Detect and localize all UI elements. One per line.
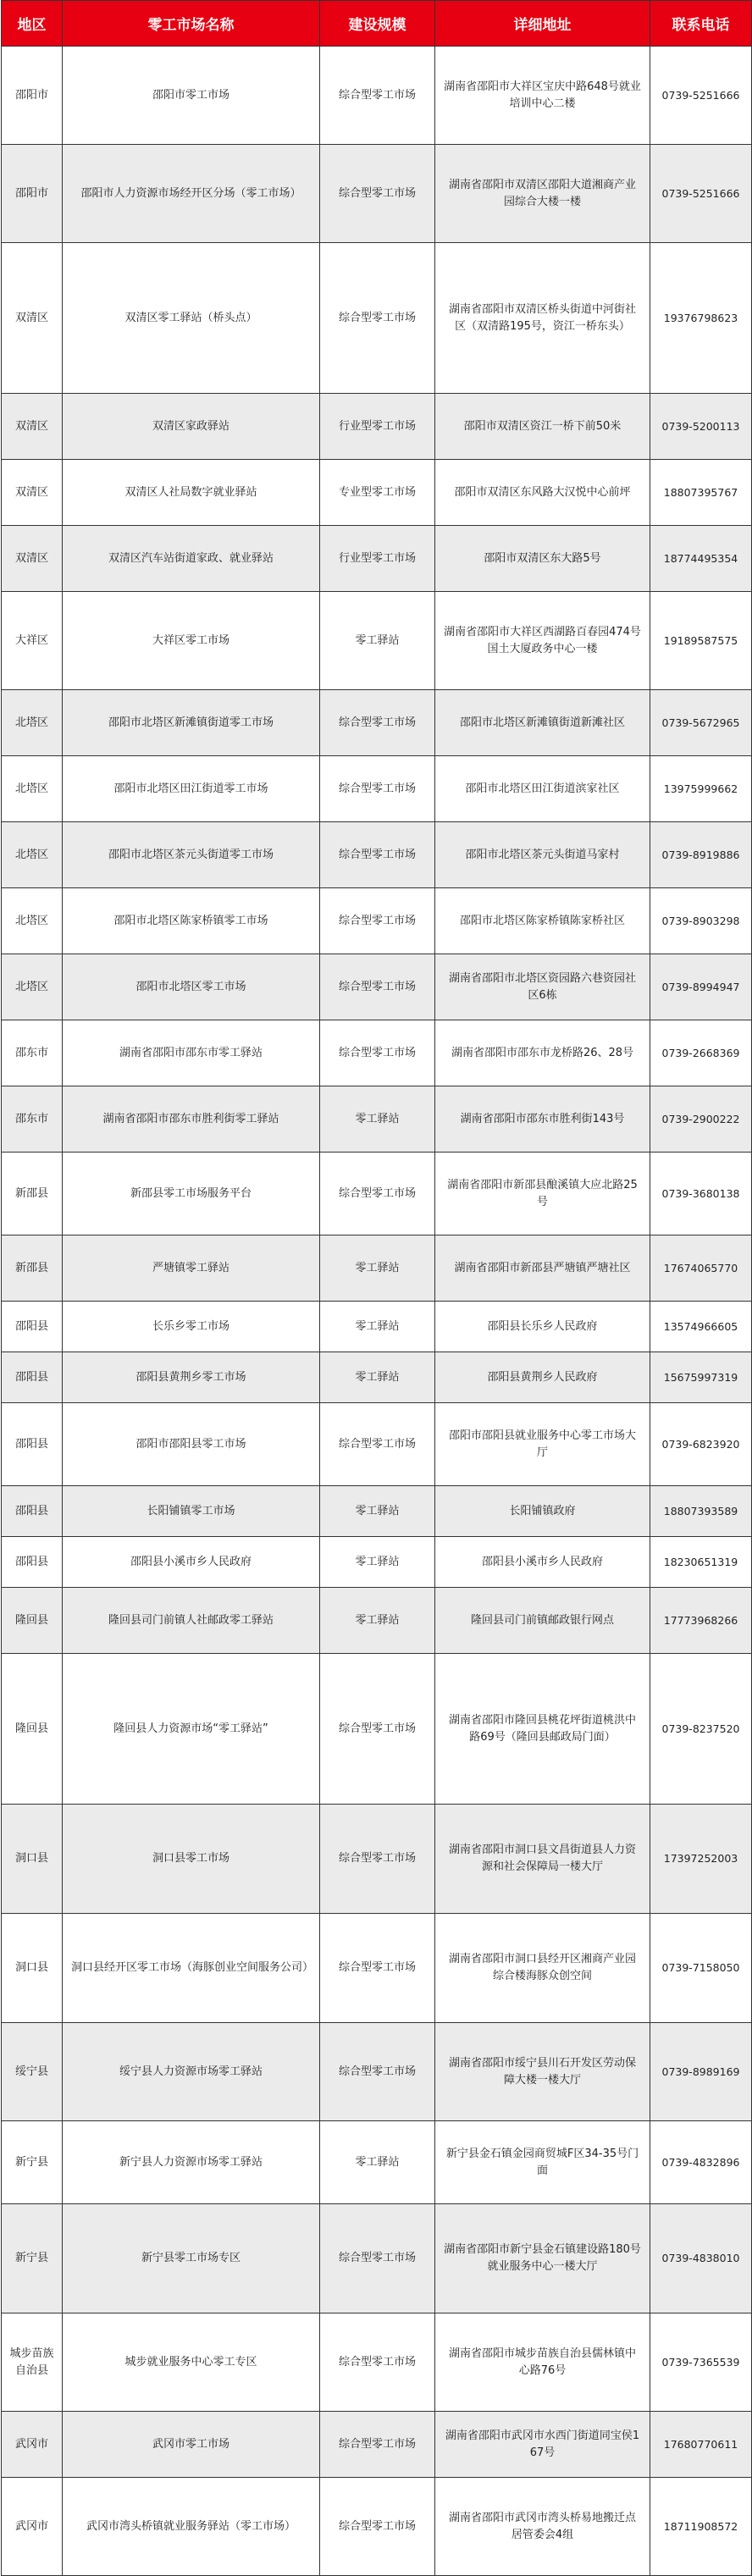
scale-cell: 综合型零工市场	[320, 2204, 435, 2313]
scale-cell: 零工驿站	[320, 1235, 435, 1302]
market-name-cell: 邵阳市零工市场	[63, 47, 320, 145]
region-cell: 绥宁县	[2, 2023, 63, 2121]
phone-cell: 0739-5200113	[650, 394, 752, 460]
region-cell: 大祥区	[2, 592, 63, 690]
region-cell: 新邵县	[2, 1153, 63, 1235]
table-row	[2, 2313, 752, 2412]
address-cell: 湖南省邵阳市洞口县经开区湘商产业园综合楼海豚众创空间	[435, 1914, 650, 2023]
address-cell: 邵阳县黄荆乡人民政府	[435, 1352, 650, 1403]
market-name-cell: 邵阳县小溪市乡人民政府	[63, 1537, 320, 1588]
market-name-cell: 双清区汽车站街道家政、就业驿站	[63, 526, 320, 592]
scale-cell: 综合型零工市场	[320, 243, 435, 394]
header-region: 地区	[2, 1, 63, 47]
phone-cell: 17397252003	[650, 1805, 752, 1914]
address-cell: 湖南省邵阳市新邵县酿溪镇大应北路25号	[435, 1153, 650, 1235]
phone-cell: 0739-8989169	[650, 2023, 752, 2121]
scale-cell: 综合型零工市场	[320, 1153, 435, 1235]
region-cell: 新宁县	[2, 2204, 63, 2313]
address-cell: 邵阳市双清区东大路5号	[435, 526, 650, 592]
table-row	[2, 690, 752, 756]
region-cell: 邵阳县	[2, 1537, 63, 1588]
market-name-cell: 邵阳县黄荆乡零工市场	[63, 1352, 320, 1403]
region-cell: 新宁县	[2, 2121, 63, 2204]
address-cell: 邵阳市双清区资江一桥下前50米	[435, 394, 650, 460]
table-row	[2, 2478, 752, 2576]
market-name-cell: 隆回县司门前镇人社邮政零工驿站	[63, 1588, 320, 1654]
region-cell: 邵阳县	[2, 1302, 63, 1352]
scale-cell: 综合型零工市场	[320, 1805, 435, 1914]
table-row	[2, 1403, 752, 1486]
address-cell: 新宁县金石镇金园商贸城F区34-35号门面	[435, 2121, 650, 2204]
address-cell: 湖南省邵阳市武冈市水西门街道同宝侯167号	[435, 2412, 650, 2478]
market-name-cell: 洞口县经开区零工市场（海豚创业空间服务公司）	[63, 1914, 320, 2023]
scale-cell: 零工驿站	[320, 1302, 435, 1352]
region-cell: 双清区	[2, 460, 63, 526]
address-cell: 湖南省邵阳市城步苗族自治县儒林镇中心路76号	[435, 2313, 650, 2412]
phone-cell: 0739-2668369	[650, 1020, 752, 1086]
scale-cell: 零工驿站	[320, 1352, 435, 1403]
table-row	[2, 822, 752, 888]
table-row	[2, 888, 752, 954]
phone-cell: 13975999662	[650, 756, 752, 822]
table-row	[2, 592, 752, 690]
phone-cell: 0739-5251666	[650, 47, 752, 145]
scale-cell: 综合型零工市场	[320, 1914, 435, 2023]
scale-cell: 综合型零工市场	[320, 1654, 435, 1805]
market-name-cell: 邵阳市北塔区新滩镇街道零工市场	[63, 690, 320, 756]
table-row	[2, 1654, 752, 1805]
market-name-cell: 邵阳市北塔区零工市场	[63, 954, 320, 1020]
phone-cell: 0739-8903298	[650, 888, 752, 954]
address-cell: 邵阳县长乐乡人民政府	[435, 1302, 650, 1352]
table-row	[2, 1235, 752, 1302]
scale-cell: 综合型零工市场	[320, 145, 435, 243]
header-address: 详细地址	[435, 1, 650, 47]
table-row	[2, 47, 752, 145]
phone-cell: 0739-8919886	[650, 822, 752, 888]
scale-cell: 综合型零工市场	[320, 2478, 435, 2576]
market-name-cell: 双清区零工驿站（桥头点）	[63, 243, 320, 394]
region-cell: 洞口县	[2, 1914, 63, 2023]
table-row	[2, 394, 752, 460]
phone-cell: 0739-8994947	[650, 954, 752, 1020]
market-name-cell: 严塘镇零工驿站	[63, 1235, 320, 1302]
market-name-cell: 双清区人社局数字就业驿站	[63, 460, 320, 526]
address-cell: 邵阳市邵阳县就业服务中心零工市场大厅	[435, 1403, 650, 1486]
market-name-cell: 邵阳市北塔区田江街道零工市场	[63, 756, 320, 822]
scale-cell: 综合型零工市场	[320, 2023, 435, 2121]
scale-cell: 综合型零工市场	[320, 2313, 435, 2412]
region-cell: 邵阳市	[2, 145, 63, 243]
table-row	[2, 2121, 752, 2204]
region-cell: 隆回县	[2, 1654, 63, 1805]
scale-cell: 零工驿站	[320, 1486, 435, 1537]
scale-cell: 行业型零工市场	[320, 394, 435, 460]
header-scale: 建设规模	[320, 1, 435, 47]
market-name-cell: 武冈市零工市场	[63, 2412, 320, 2478]
market-name-cell: 湖南省邵阳市邵东市胜利街零工驿站	[63, 1086, 320, 1153]
scale-cell: 综合型零工市场	[320, 1403, 435, 1486]
address-cell: 邵阳县小溪市乡人民政府	[435, 1537, 650, 1588]
region-cell: 北塔区	[2, 756, 63, 822]
region-cell: 武冈市	[2, 2478, 63, 2576]
address-cell: 湖南省邵阳市新邵县严塘镇严塘社区	[435, 1235, 650, 1302]
region-cell: 北塔区	[2, 888, 63, 954]
job-market-table	[1, 0, 752, 2576]
table-row	[2, 954, 752, 1020]
region-cell: 城步苗族自治县	[2, 2313, 63, 2412]
table-row	[2, 243, 752, 394]
market-name-cell: 湖南省邵阳市邵东市零工驿站	[63, 1020, 320, 1086]
scale-cell: 综合型零工市场	[320, 47, 435, 145]
phone-cell: 0739-4832896	[650, 2121, 752, 2204]
table-row	[2, 2204, 752, 2313]
scale-cell: 零工驿站	[320, 1086, 435, 1153]
market-name-cell: 新宁县零工市场专区	[63, 2204, 320, 2313]
address-cell: 湖南省邵阳市洞口县文昌街道县人力资源和社会保障局一楼大厅	[435, 1805, 650, 1914]
market-name-cell: 武冈市湾头桥镇就业服务驿站（零工市场）	[63, 2478, 320, 2576]
market-name-cell: 邵阳市北塔区茶元头街道零工市场	[63, 822, 320, 888]
phone-cell: 19376798623	[650, 243, 752, 394]
address-cell: 长阳铺镇政府	[435, 1486, 650, 1537]
phone-cell: 0739-2900222	[650, 1086, 752, 1153]
scale-cell: 零工驿站	[320, 2121, 435, 2204]
address-cell: 湖南省邵阳市武冈市湾头桥易地搬迁点居管委会4组	[435, 2478, 650, 2576]
scale-cell: 零工驿站	[320, 592, 435, 690]
table-row	[2, 2023, 752, 2121]
header-phone: 联系电话	[650, 1, 752, 47]
region-cell: 双清区	[2, 526, 63, 592]
market-name-cell: 双清区家政驿站	[63, 394, 320, 460]
table-row	[2, 460, 752, 526]
scale-cell: 专业型零工市场	[320, 460, 435, 526]
scale-cell: 综合型零工市场	[320, 1020, 435, 1086]
phone-cell: 0739-5672965	[650, 690, 752, 756]
address-cell: 湖南省邵阳市绥宁县川石开发区劳动保障大楼一楼大厅	[435, 2023, 650, 2121]
region-cell: 邵东市	[2, 1020, 63, 1086]
table-row	[2, 1086, 752, 1153]
table-row	[2, 1588, 752, 1654]
region-cell: 隆回县	[2, 1588, 63, 1654]
address-cell: 湖南省邵阳市北塔区资园路六巷资园社区6栋	[435, 954, 650, 1020]
market-name-cell: 洞口县零工市场	[63, 1805, 320, 1914]
table-header-row	[2, 1, 752, 47]
address-cell: 邵阳市北塔区陈家桥镇陈家桥社区	[435, 888, 650, 954]
region-cell: 武冈市	[2, 2412, 63, 2478]
phone-cell: 0739-8237520	[650, 1654, 752, 1805]
address-cell: 湖南省邵阳市大祥区宝庆中路648号就业培训中心二楼	[435, 47, 650, 145]
scale-cell: 行业型零工市场	[320, 526, 435, 592]
phone-cell: 18711908572	[650, 2478, 752, 2576]
region-cell: 北塔区	[2, 954, 63, 1020]
address-cell: 邵阳市北塔区田江街道滨家社区	[435, 756, 650, 822]
region-cell: 双清区	[2, 394, 63, 460]
market-name-cell: 绥宁县人力资源市场零工驿站	[63, 2023, 320, 2121]
region-cell: 邵阳县	[2, 1403, 63, 1486]
table-row	[2, 1805, 752, 1914]
table-row	[2, 1153, 752, 1235]
region-cell: 北塔区	[2, 822, 63, 888]
phone-cell: 18230651319	[650, 1537, 752, 1588]
phone-cell: 0739-3680138	[650, 1153, 752, 1235]
region-cell: 邵阳市	[2, 47, 63, 145]
scale-cell: 综合型零工市场	[320, 888, 435, 954]
phone-cell: 0739-7365539	[650, 2313, 752, 2412]
address-cell: 湖南省邵阳市邵东市胜利街143号	[435, 1086, 650, 1153]
address-cell: 湖南省邵阳市双清区桥头街道中河街社区（双清路195号，资江一桥东头）	[435, 243, 650, 394]
address-cell: 隆回县司门前镇邮政银行网点	[435, 1588, 650, 1654]
market-name-cell: 邵阳市邵阳县零工市场	[63, 1403, 320, 1486]
scale-cell: 零工驿站	[320, 1588, 435, 1654]
region-cell: 邵阳县	[2, 1486, 63, 1537]
table-row	[2, 1020, 752, 1086]
phone-cell: 17680770611	[650, 2412, 752, 2478]
phone-cell: 0739-4838010	[650, 2204, 752, 2313]
phone-cell: 18807395767	[650, 460, 752, 526]
phone-cell: 19189587575	[650, 592, 752, 690]
table-row	[2, 1914, 752, 2023]
table-row	[2, 1537, 752, 1588]
table-row	[2, 1302, 752, 1352]
market-name-cell: 大祥区零工市场	[63, 592, 320, 690]
region-cell: 双清区	[2, 243, 63, 394]
phone-cell: 18807393589	[650, 1486, 752, 1537]
market-name-cell: 新宁县人力资源市场零工驿站	[63, 2121, 320, 2204]
market-name-cell: 长乐乡零工市场	[63, 1302, 320, 1352]
phone-cell: 0739-5251666	[650, 145, 752, 243]
scale-cell: 综合型零工市场	[320, 756, 435, 822]
table-row	[2, 2412, 752, 2478]
market-name-cell: 隆回县人力资源市场“零工驿站”	[63, 1654, 320, 1805]
address-cell: 湖南省邵阳市邵东市龙桥路26、28号	[435, 1020, 650, 1086]
market-name-cell: 邵阳市北塔区陈家桥镇零工市场	[63, 888, 320, 954]
table-row	[2, 756, 752, 822]
phone-cell: 13574966605	[650, 1302, 752, 1352]
table-row	[2, 1352, 752, 1403]
region-cell: 邵阳县	[2, 1352, 63, 1403]
phone-cell: 15675997319	[650, 1352, 752, 1403]
region-cell: 北塔区	[2, 690, 63, 756]
scale-cell: 综合型零工市场	[320, 2412, 435, 2478]
region-cell: 邵东市	[2, 1086, 63, 1153]
scale-cell: 综合型零工市场	[320, 954, 435, 1020]
phone-cell: 17773968266	[650, 1588, 752, 1654]
market-name-cell: 邵阳市人力资源市场经开区分场（零工市场）	[63, 145, 320, 243]
phone-cell: 17674065770	[650, 1235, 752, 1302]
address-cell: 邵阳市北塔区新滩镇街道新滩社区	[435, 690, 650, 756]
address-cell: 湖南省邵阳市大祥区西湖路百春园474号国土大厦政务中心一楼	[435, 592, 650, 690]
table-row	[2, 526, 752, 592]
phone-cell: 0739-7158050	[650, 1914, 752, 2023]
phone-cell: 18774495354	[650, 526, 752, 592]
table-row	[2, 145, 752, 243]
header-market-name: 零工市场名称	[63, 1, 320, 47]
region-cell: 新邵县	[2, 1235, 63, 1302]
address-cell: 湖南省邵阳市新宁县金石镇建设路180号就业服务中心一楼大厅	[435, 2204, 650, 2313]
table-body	[2, 47, 752, 2576]
region-cell: 洞口县	[2, 1805, 63, 1914]
market-name-cell: 新邵县零工市场服务平台	[63, 1153, 320, 1235]
scale-cell: 综合型零工市场	[320, 690, 435, 756]
market-name-cell: 城步就业服务中心零工专区	[63, 2313, 320, 2412]
address-cell: 邵阳市北塔区茶元头街道马家村	[435, 822, 650, 888]
scale-cell: 综合型零工市场	[320, 822, 435, 888]
scale-cell: 零工驿站	[320, 1537, 435, 1588]
market-name-cell: 长阳铺镇零工市场	[63, 1486, 320, 1537]
address-cell: 湖南省邵阳市隆回县桃花坪街道桃洪中路69号（隆回县邮政局门面）	[435, 1654, 650, 1805]
address-cell: 湖南省邵阳市双清区邵阳大道湘商产业园综合大楼一楼	[435, 145, 650, 243]
phone-cell: 0739-6823920	[650, 1403, 752, 1486]
address-cell: 邵阳市双清区东风路大汉悦中心前坪	[435, 460, 650, 526]
table-row	[2, 1486, 752, 1537]
